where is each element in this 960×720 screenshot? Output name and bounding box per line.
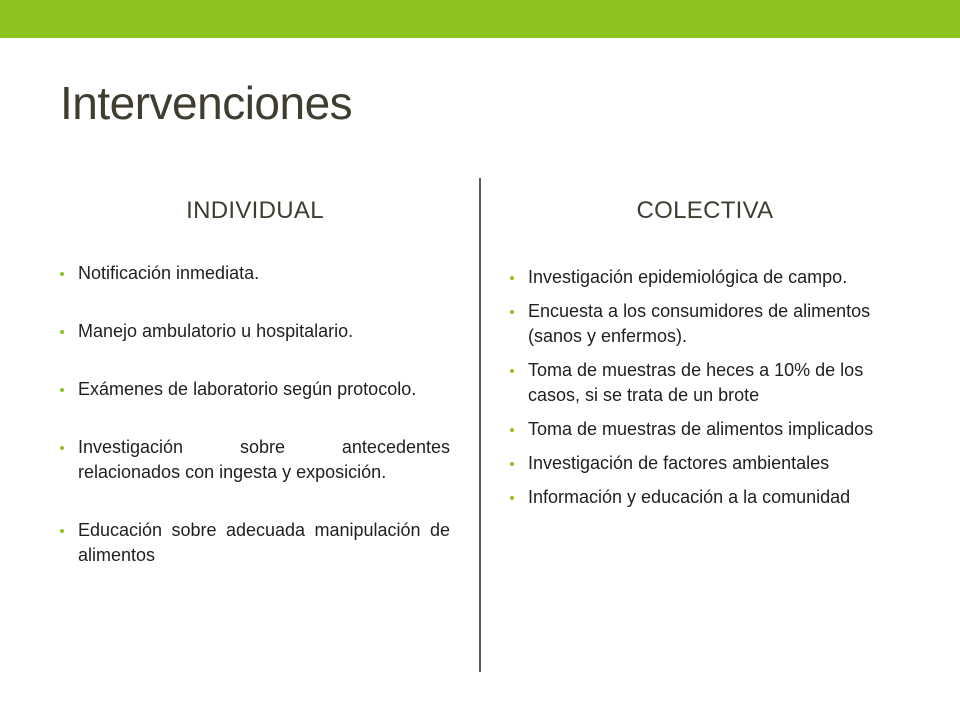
list-item-text: Investigación de factores ambientales	[528, 453, 830, 473]
list-item-text: Exámenes de laboratorio según protocolo.	[78, 379, 417, 399]
list-item	[60, 261, 450, 286]
individual-heading: INDIVIDUAL	[186, 197, 324, 224]
list-item-text: Manejo ambulatorio u hospitalario.	[78, 321, 354, 341]
top-accent-bar	[0, 0, 960, 38]
bullet-icon	[60, 272, 64, 276]
bullet-icon	[510, 310, 514, 314]
list-item-text: Toma de muestras de alimentos implicados	[528, 419, 874, 439]
bullet-icon	[510, 369, 514, 373]
list-item	[510, 417, 902, 442]
colectiva-list	[510, 265, 902, 510]
list-item-text: Información y educación a la comunidad	[528, 487, 851, 507]
list-item	[510, 299, 902, 349]
list-item	[60, 435, 450, 485]
bullet-icon	[60, 446, 64, 450]
bullet-icon	[60, 330, 64, 334]
bullet-icon	[510, 428, 514, 432]
bullet-icon	[60, 529, 64, 533]
list-item-text: Educación sobre adecuada manipulación de alimentos	[78, 520, 450, 565]
list-item-text: Encuesta a los consumidores de alimentos (sanos y enfermos).	[528, 301, 871, 346]
list-item	[60, 518, 450, 568]
list-item-text: Toma de muestras de heces a 10% de los casos, si se trata de un brote	[528, 360, 864, 405]
list-item-text: Notificación inmediata.	[78, 263, 260, 283]
list-item	[510, 265, 902, 290]
individual-list	[60, 261, 450, 568]
list-item	[510, 358, 902, 408]
list-item	[60, 319, 450, 344]
list-item-text: Investigación epidemiológica de campo.	[528, 267, 848, 287]
bullet-icon	[60, 388, 64, 392]
bullet-icon	[510, 462, 514, 466]
list-item	[510, 451, 902, 476]
list-item	[60, 377, 450, 402]
colectiva-heading: COLECTIVA	[636, 197, 774, 224]
bullet-icon	[510, 496, 514, 500]
list-item	[510, 485, 902, 510]
bullet-icon	[510, 276, 514, 280]
list-item-text: Investigación sobre antecedentes relacionados con ingesta y exposición.	[78, 437, 450, 482]
column-divider	[479, 178, 481, 672]
slide-title: Intervenciones	[60, 77, 353, 129]
